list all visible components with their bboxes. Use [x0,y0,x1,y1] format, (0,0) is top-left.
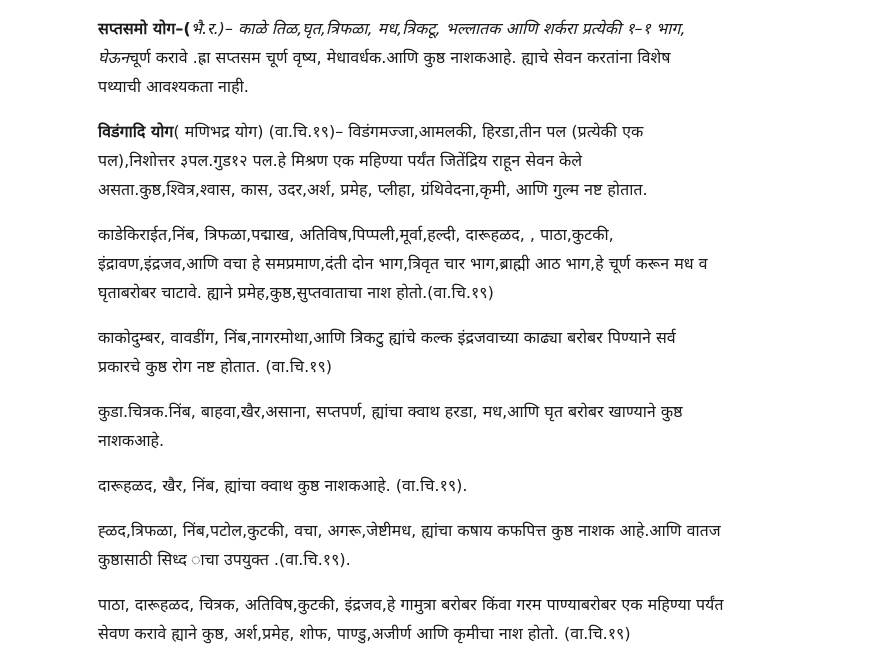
paragraph-kuda-chitrak [98,397,868,455]
text-line: काडेकिराईत,निंब, त्रिफळा,पद्माख, अतिविष,पिप्पली,मूर्वा,हल्दी, दारूहळद, , पाठा,कुटकी, [98,225,614,244]
text-run: भै.र.)– काळे तिळ,घृत,त्रिफळा, मध,त्रिकटू, भल्लातक आणि शर्करा प्रत्येकी १–१ भाग, [190,19,686,38]
text-line: ह्ळद,त्रिफळा, निंब,पटोल,कुटकी, वचा, अगरू,जेष्टीमध, ह्यांचा कषाय कफपित्त कुष्ठ नाशक आहे.आणि वातज [98,521,721,540]
paragraph-vidangadi-yog [98,117,868,204]
text-line: घृताबरोबर चाटावे. ह्याने प्रमेह,कुष्ठ,सुप्तवाताचा नाश होतो.(वा.चि.१९) [98,283,494,302]
recipe-heading: विडंगादि योग [98,122,174,141]
paragraph-saptasamo-yog [98,14,868,101]
text-line: दारूहळद, खैर, निंब, ह्यांचा क्वाथ कुष्ठ नाशकआहे. (वा.चि.१९). [98,476,468,495]
paragraph-kadekirait [98,220,868,307]
paragraph-kakodumbar [98,323,868,381]
text-line [98,117,868,146]
text-run: चूर्ण करावे .ह्रा सप्तसम चूर्ण वृष्य, मेधावर्धक.आणि कुष्ठ नाशकआहे. ह्याचे सेवन करतांना विशेष [128,48,671,67]
paragraph-daruhalad [98,471,868,500]
text-run: ( मणिभद्र योग) (वा.चि.१९)– विडंगमज्जा,आमलकी, हिरडा,तीन पल (प्रत्येकी एक [173,122,644,141]
text-line: इंद्रावण,इंद्रजव,आणि वचा हे समप्रमाण,दंती दोन भाग,त्रिवृत चार भाग,ब्राह्मी आठ भाग,हे चूर्ण करून मध व [98,254,708,273]
text-line: काकोदुम्बर, वावडींग, निंब,नागरमोथा,आणि त्रिकटु ह्यांचे कल्क इंद्रजवाच्या काढ्या बरोबर पिण्याने सर्व [98,328,676,347]
text-line: प्रकारचे कुष्ठ रोग नष्ट होतात. (वा.चि.१९) [98,357,333,376]
text-line [98,14,868,43]
text-line: नाशकआहे. [98,431,165,450]
text-run: घेऊन [98,48,129,67]
text-line: कुष्ठासाठी सिध्द ाचा उपयुक्त .(वा.चि.१९). [98,550,351,569]
text-line [98,43,868,72]
paragraph-halad-triphala [98,516,868,574]
recipe-heading: सप्तसमो योग–( [98,19,191,38]
text-line: असता.कुष्ठ,श्वित्र,श्वास, कास, उदर,अर्श, प्रमेह, प्लीहा, ग्रंथिवेदना,कृमी, आणि गुल्म नष्ट होतात. [98,180,648,199]
text-line: कुडा.चित्रक.निंब, बाहवा,खैर,असाना, सप्तपर्ण, ह्यांचा क्वाथ हरडा, मध,आणि घृत बरोबर खाण्याने कुष्ठ [98,402,683,421]
text-line: पथ्याची आवश्यकता नाही. [98,77,249,96]
text-line: पल),निशोत्तर ३पल.गुड१२ पल.हे मिश्रण एक महिण्या पर्यंत जितेंद्रिय राहून सेवन केले [98,151,583,170]
text-line: सेवण करावे ह्याने कुष्ठ, अर्श,प्रमेह, शोफ, पाण्डु,अजीर्ण आणि कृमीचा नाश होतो. (वा.चि.१९) [98,624,631,643]
text-line: पाठा, दारूहळद, चित्रक, अतिविष,कुटकी, इंद्रजव,हे गामुत्रा बरोबर किंवा गरम पाण्याबरोबर एक महिण्या पर्यंत [98,595,724,614]
document-page [98,14,868,664]
paragraph-patha [98,590,868,648]
